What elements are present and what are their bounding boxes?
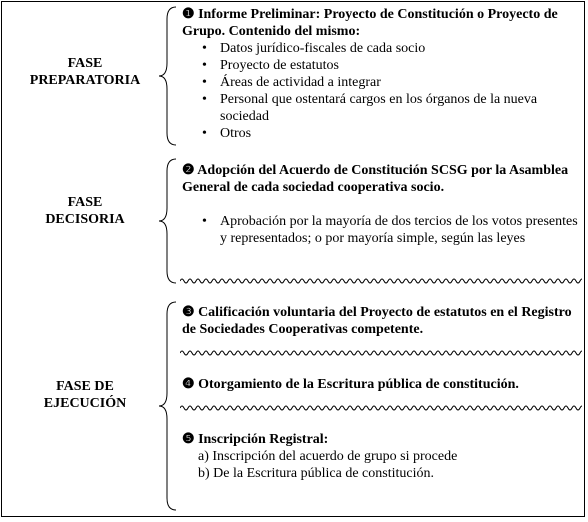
step-marker: ❸: [182, 305, 195, 320]
step-title: Otorgamiento de la Escritura pública de constitución.: [198, 377, 519, 392]
bullet-list: [182, 40, 580, 142]
step-marker: ❹: [182, 377, 195, 392]
step-title: Inscripción Registral:: [198, 432, 329, 447]
phase-label-decisoria: [10, 194, 160, 228]
step-2-adopcion-acuerdo: [182, 162, 580, 247]
step-3-calificacion: [182, 304, 580, 338]
brace-decisoria: [154, 157, 180, 285]
step-marker: ❺: [182, 432, 195, 447]
list-item: a) Inscripción del acuerdo de grupo si procede: [198, 449, 458, 464]
list-item: • Proyecto de estatutos: [220, 57, 580, 74]
list-item: b) De la Escritura pública de constitución.: [198, 466, 434, 481]
step-marker: ❶: [182, 7, 195, 22]
list-item: • Personal que ostentará cargos en los órganos de la nueva sociedad: [220, 91, 580, 125]
list-item: • Otros: [220, 125, 580, 142]
step-1-informe-preliminar: [182, 6, 580, 142]
brace-preparatoria: [154, 5, 180, 147]
list-item: • Áreas de actividad a integrar: [220, 74, 580, 91]
phase-label-line: FASE: [67, 56, 103, 71]
brace-ejecucion: [154, 300, 180, 512]
list-item: • Datos jurídico-fiscales de cada socio: [220, 40, 580, 57]
phase-label-line: PREPARATORIA: [29, 73, 141, 88]
phase-label-preparatoria: [10, 55, 160, 89]
step-title: Calificación voluntaria del Proyecto de estatutos en el Registro de Sociedades Cooperativas competente.: [182, 305, 572, 337]
phase-label-line: DECISORIA: [45, 212, 125, 227]
step-5-inscripcion: [182, 431, 580, 482]
phase-label-line: EJECUCIÓN: [43, 396, 127, 411]
phase-label-line: FASE: [67, 195, 103, 210]
list-item: • Aprobación por la mayoría de dos tercios de los votos presentes y representados; o por mayoría simple, según las leyes: [220, 213, 580, 247]
phase-label-line: FASE DE: [56, 379, 114, 394]
wavy-separator: [180, 349, 582, 357]
bullet-list: [182, 213, 580, 247]
wavy-separator: [180, 277, 582, 285]
phase-label-ejecucion: [10, 378, 160, 412]
step-4-otorgamiento: [182, 376, 580, 393]
step-marker: ❷: [182, 163, 195, 178]
step-title: Informe Preliminar: Proyecto de Constitución o Proyecto de Grupo. Contenido del mismo:: [182, 7, 558, 39]
step-title: Adopción del Acuerdo de Constitución SCSG por la Asamblea General de cada sociedad cooperativa socio.: [182, 163, 569, 195]
wavy-separator: [180, 404, 582, 412]
